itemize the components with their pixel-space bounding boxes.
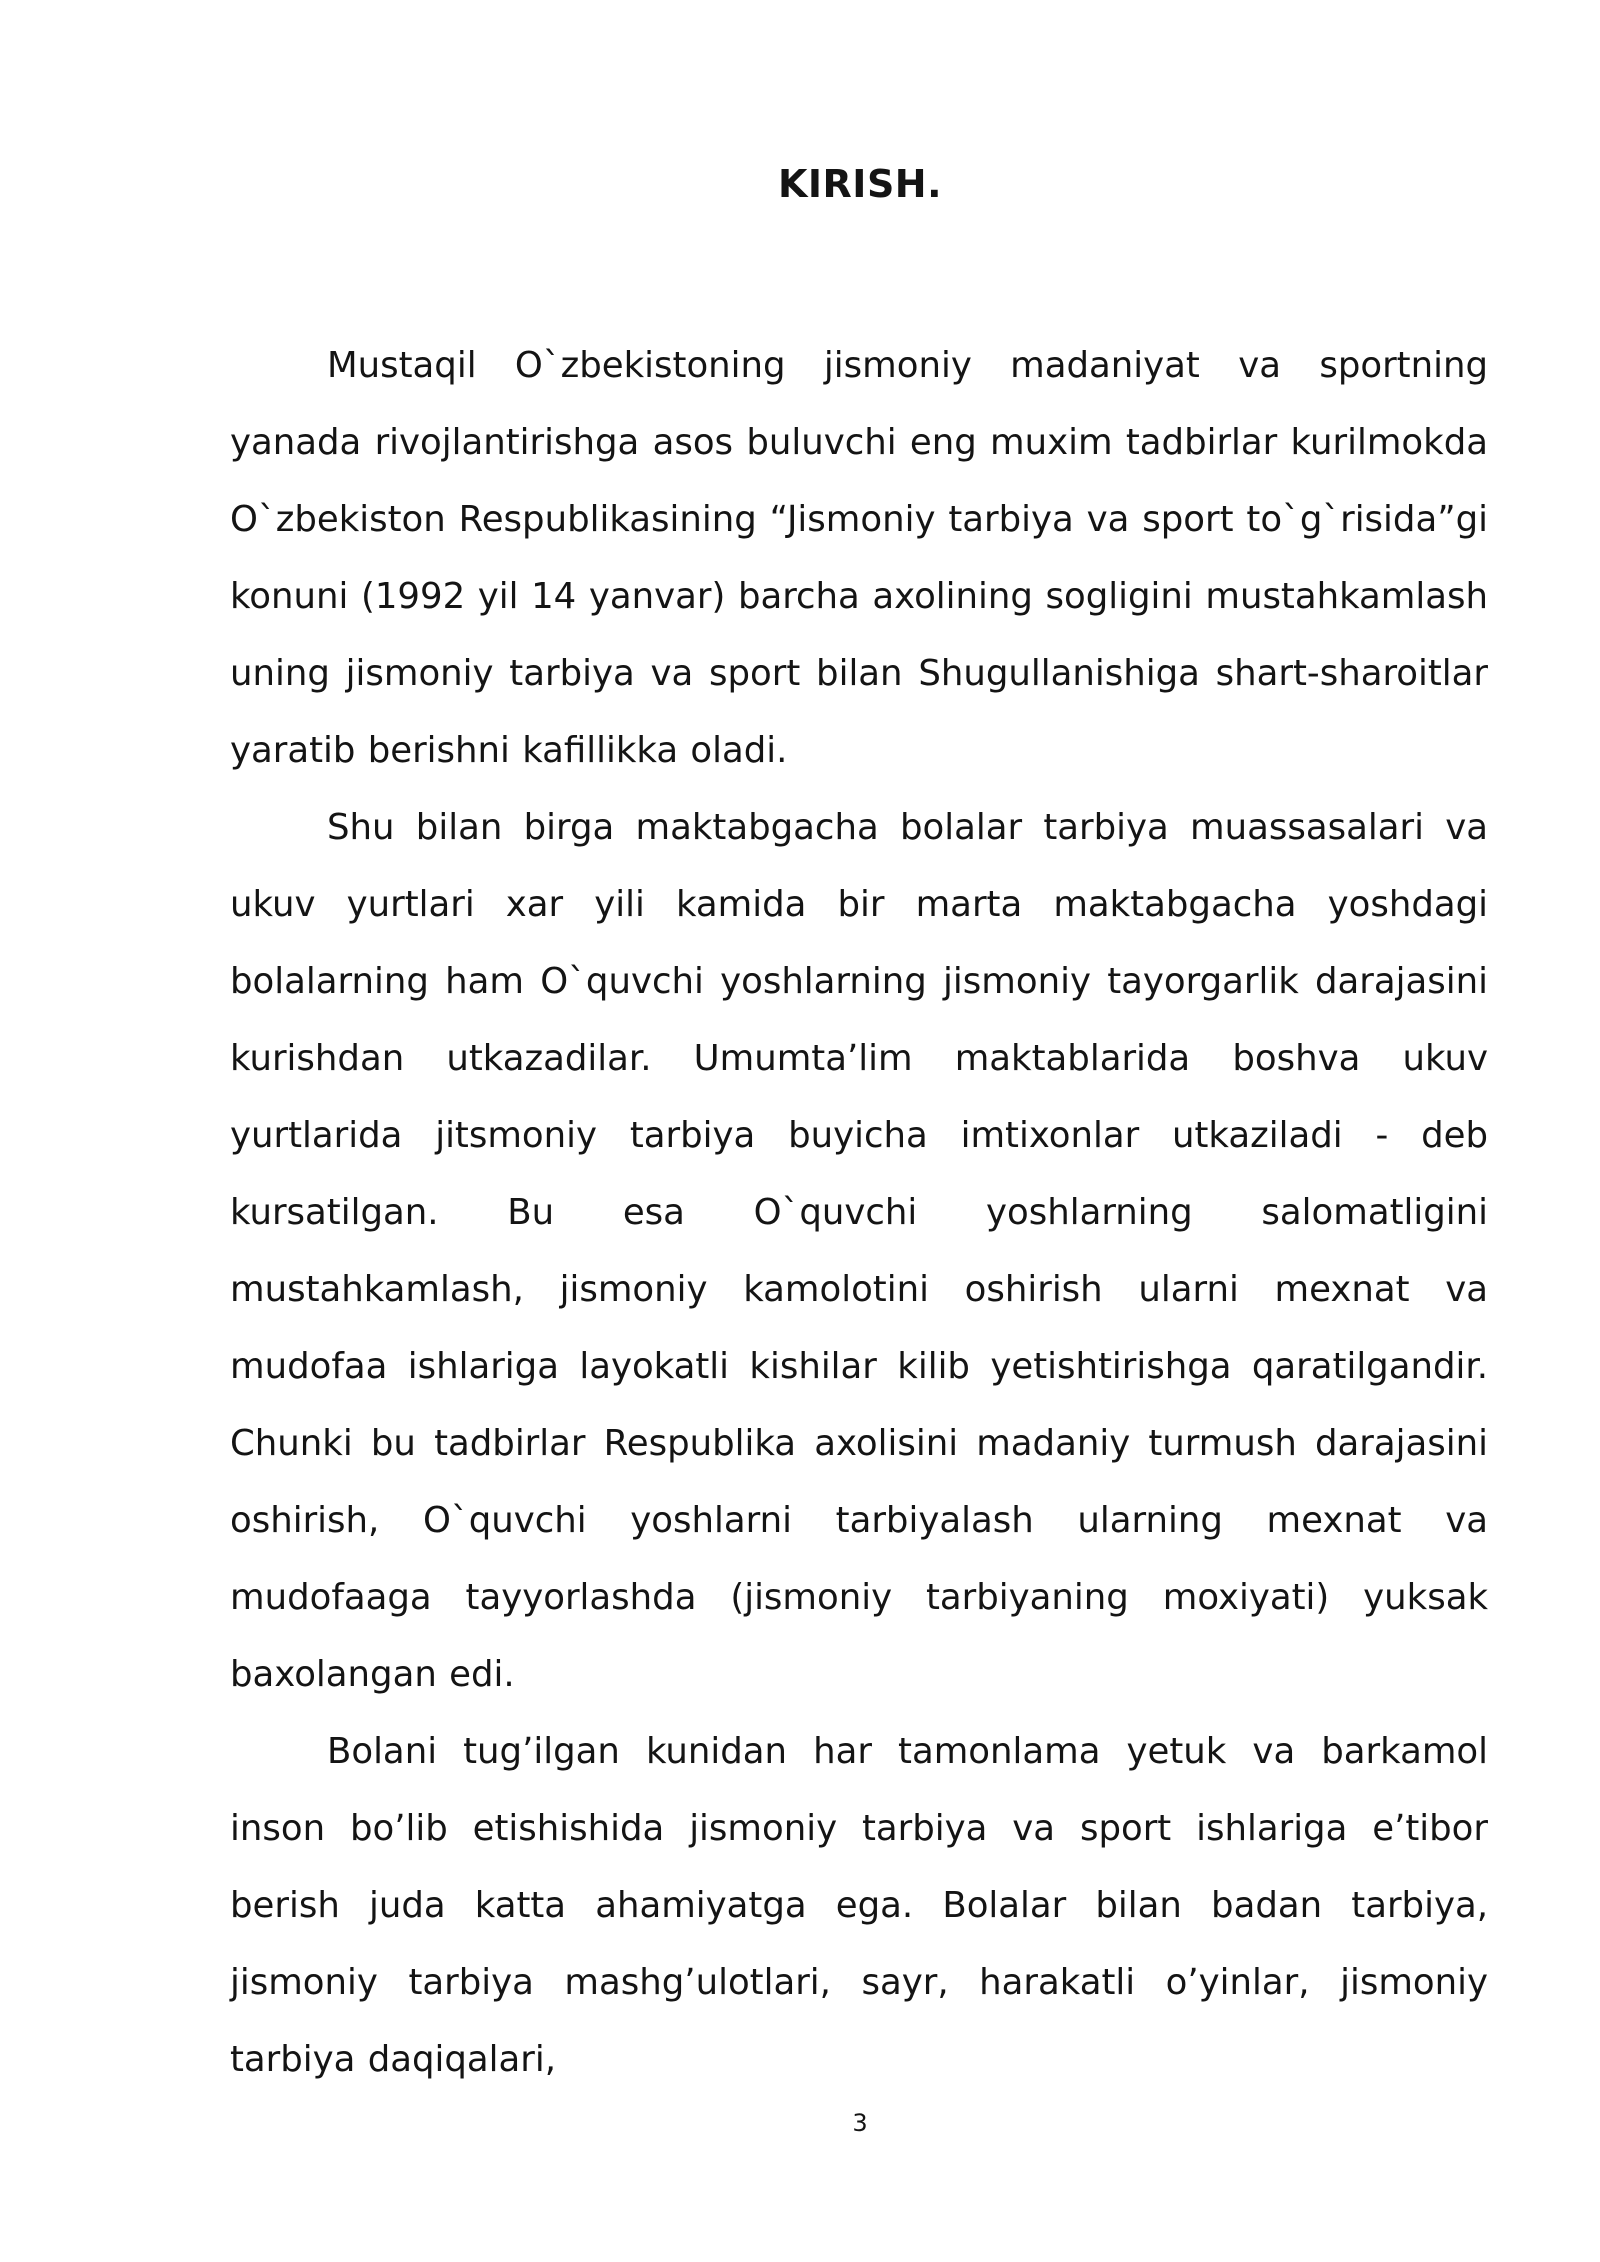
paragraph-1: Mustaqil O`zbekistoning jismoniy madaniyat va sportning yanada rivojlantirishga asos buluvchi eng muxim tadbirlar kurilmokda O`zbekiston Respublikasining “Jismoniy tarbiya va sport to`g`risida”gi konuni (1992 yil 14 yanvar) barcha axolining sogligini mustahkamlash uning jismoniy tarbiya va sport bilan Shugullanishiga shart-sharoitlar yaratib berishni kafillikka oladi. [230,345,1488,771]
paragraph-3: Bolani tug’ilgan kunidan har tamonlama yetuk va barkamol inson bo’lib etishishida jismoniy tarbiya va sport ishlariga e’tibor berish juda katta ahamiyatga ega. Bolalar bilan badan tarbiya, jismoniy tarbiya mashg’ulotlari, sayr, harakatli o’yinlar, jismoniy tarbiya daqiqalari, [230,1731,1488,2080]
page-title: KIRISH. [777,162,943,206]
paragraph-2: Shu bilan birga maktabgacha bolalar tarbiya muassasalari va ukuv yurtlari xar yili kamida bir marta maktabgacha yoshdagi bolalarning ham O`quvchi yoshlarning jismoniy tayorgarlik darajasini kurishdan utkazadilar. Umumta’lim maktablarida boshva ukuv yurtlarida jitsmoniy tarbiya buyicha imtixonlar utkaziladi - deb kursatilgan. Bu esa O`quvchi yoshlarning salomatligini mustahkamlash, jismoniy kamolotini oshirish ularni mexnat va mudofaa ishlariga layokatli kishilar kilib yetishtirishga qaratilgandir. Chunki bu tadbirlar Respublika axolisini madaniy turmush darajasini oshirish, O`quvchi yoshlarni tarbiyalash ularning mexnat va mudofaaga tayyorlashda (jismoniy tarbiyaning moxiyati) yuksak baxolangan edi. [230,807,1488,1695]
page-number: 3 [852,2109,868,2137]
body-text [230,327,1488,2098]
